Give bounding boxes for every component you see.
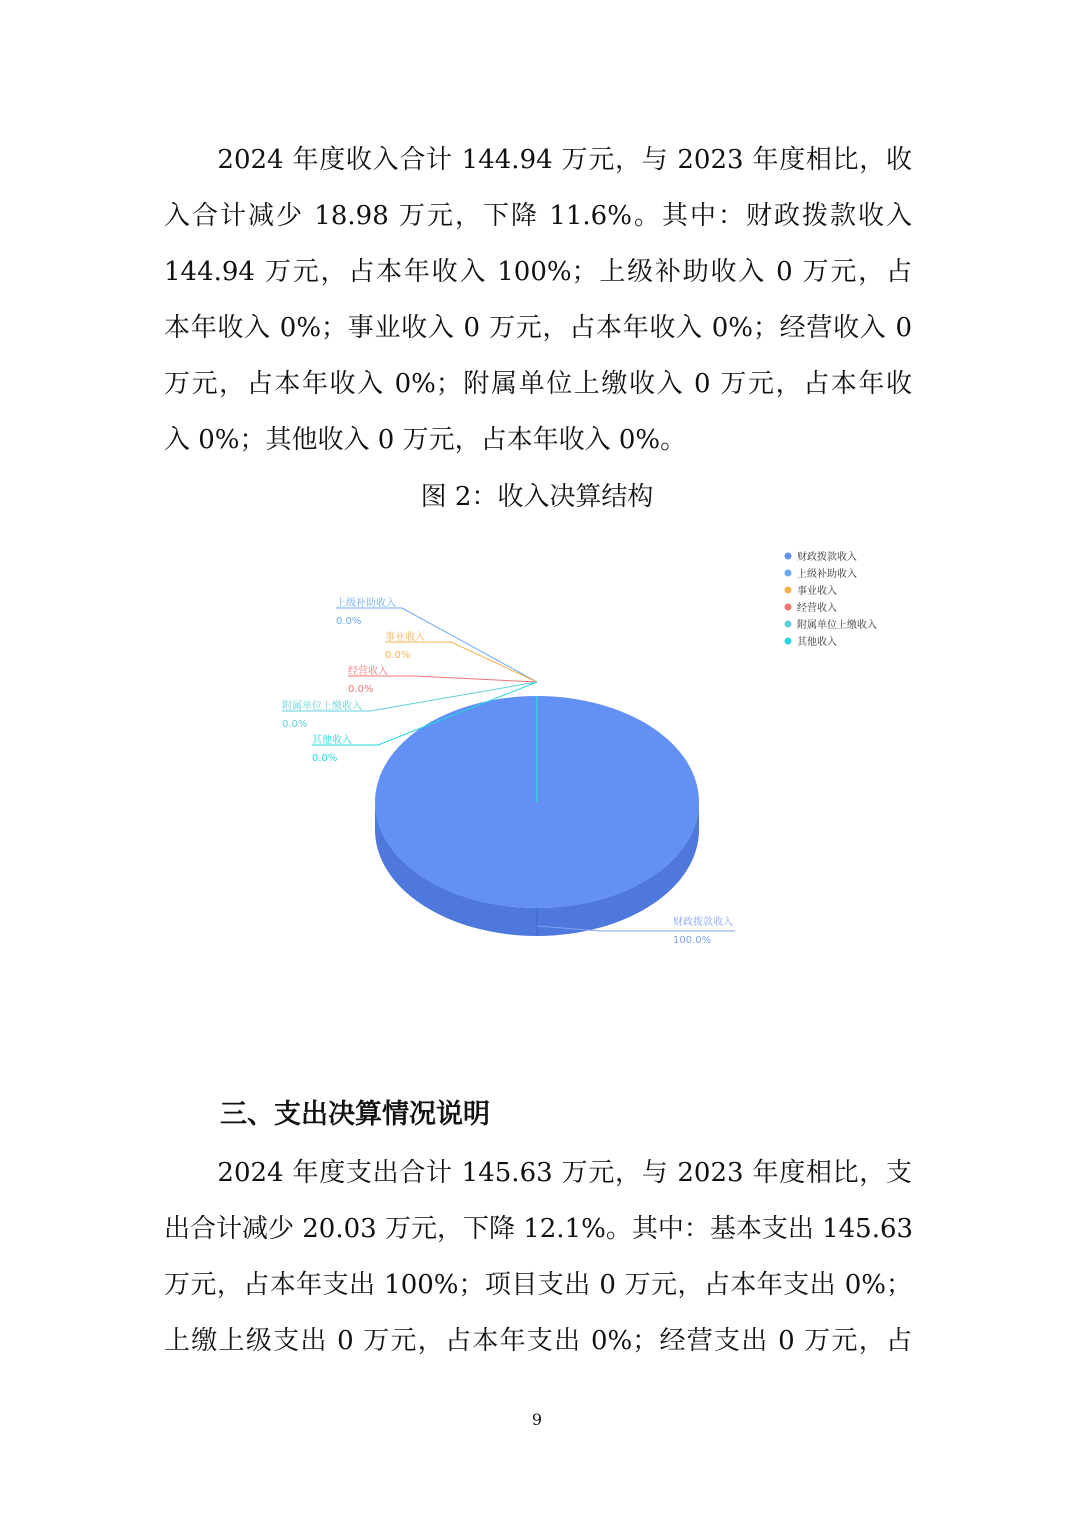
callout-value-5: 0.0% [312, 753, 338, 764]
callout-value-3: 0.0% [348, 684, 374, 695]
income-structure-pie-chart [270, 540, 910, 960]
legend-label-2: 事业收入 [797, 586, 837, 597]
expense-line: 出合计减少 20.03 万元，下降 12.1%。其中：基本支出 145.63 [164, 1214, 914, 1244]
callout-value-4: 0.0% [282, 719, 308, 730]
page-number: 9 [531, 1410, 543, 1429]
income-line: 144.94 万元，占本年收入 100%；上级补助收入 0 万元，占 [164, 257, 912, 287]
legend-swatch-3 [785, 604, 792, 611]
income-line: 2024 年度收入合计 144.94 万元，与 2023 年度相比，收 [164, 145, 912, 175]
callout-value-2: 0.0% [385, 650, 411, 661]
pie-group [375, 696, 699, 936]
expense-line: 万元，占本年支出 100%；项目支出 0 万元，占本年支出 0%； [164, 1270, 912, 1300]
income-line: 本年收入 0%；事业收入 0 万元，占本年收入 0%；经营收入 0 [164, 313, 912, 343]
chart-legend [785, 550, 878, 648]
legend-swatch-2 [785, 587, 792, 594]
legend-swatch-0 [785, 553, 792, 560]
expense-line: 2024 年度支出合计 145.63 万元，与 2023 年度相比，支 [164, 1158, 912, 1188]
legend-swatch-1 [785, 570, 792, 577]
expense-line: 上缴上级支出 0 万元，占本年支出 0%；经营支出 0 万元，占 [164, 1326, 912, 1356]
legend-label-1: 上级补助收入 [797, 569, 857, 580]
income-line: 入 0%；其他收入 0 万元，占本年收入 0%。 [164, 425, 687, 455]
callout-label-1: 上级补助收入 [336, 598, 396, 609]
callout-label-2: 事业收入 [385, 632, 425, 643]
income-line: 入合计减少 18.98 万元，下降 11.6%。其中：财政拨款收入 [164, 201, 912, 231]
legend-label-3: 经营收入 [797, 603, 837, 614]
expense-paragraph [164, 1145, 912, 1369]
callout-label-5: 其他收入 [312, 735, 352, 746]
legend-label-0: 财政拨款收入 [797, 552, 857, 563]
callout-label-3: 经营收入 [348, 666, 388, 677]
legend-swatch-5 [785, 638, 792, 645]
figure-caption: 图 2：收入决算结构 [420, 482, 654, 512]
income-line: 万元，占本年收入 0%；附属单位上缴收入 0 万元，占本年收 [164, 369, 912, 399]
legend-label-5: 其他收入 [797, 637, 837, 648]
legend-swatch-4 [785, 621, 792, 628]
callout-value-1: 0.0% [336, 616, 362, 627]
callout-value-0: 100.0% [673, 935, 712, 946]
callout-label-0: 财政拨款收入 [673, 917, 733, 928]
legend-label-4: 附属单位上缴收入 [797, 620, 877, 631]
section-heading: 三、支出决算情况说明 [220, 1099, 490, 1130]
income-paragraph [164, 132, 912, 468]
callout-label-4: 附属单位上缴收入 [282, 701, 362, 712]
